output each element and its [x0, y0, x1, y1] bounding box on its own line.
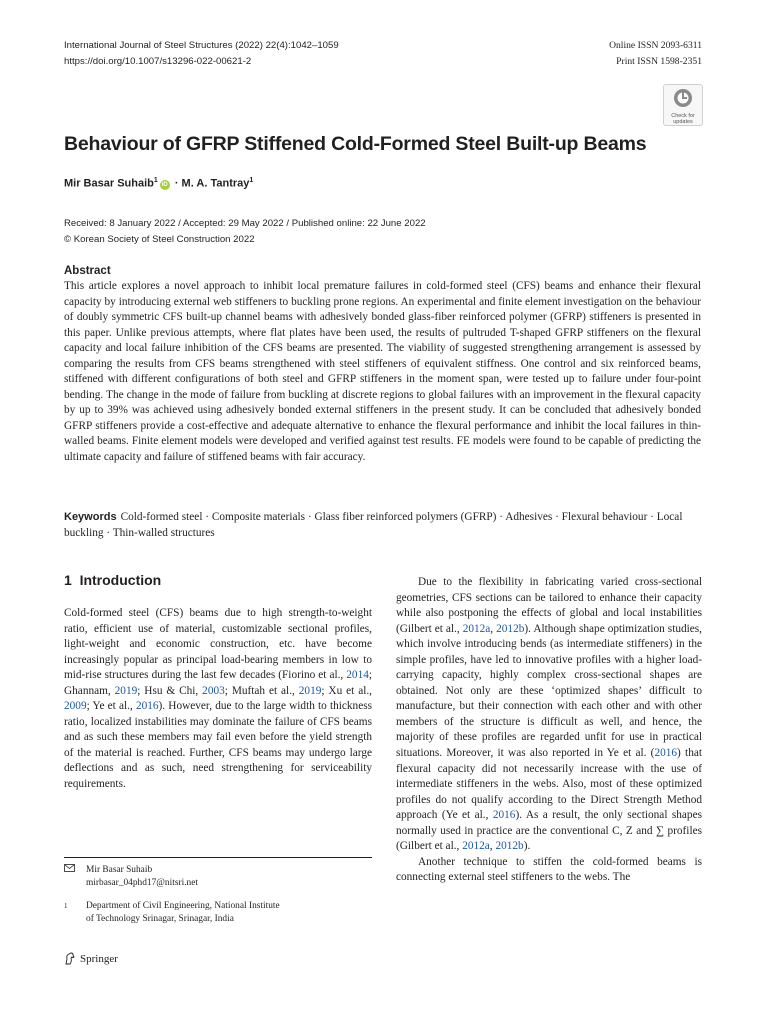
text-run: Due to the flexibility in fabricating varied cross-sectional geometries, CFS sections can be tailored to enhance their capacity while also postponing the effects of global and local instabilities (Gilbert et al.,: [396, 576, 702, 635]
received-accepted-published: Received: 8 January 2022 / Accepted: 29 May 2022 / Published online: 22 June 2022: [64, 218, 426, 229]
online-issn: Online ISSN 2093-6311: [609, 40, 702, 51]
publisher-name: Springer: [80, 952, 118, 965]
text-run: ; Ye et al.,: [86, 700, 136, 713]
footnote-divider: [64, 857, 372, 858]
text-run: ). However, due to the large width to thickness ratio, localized instabilities may dominate the failure of CFS beams and as such these members may fail even before the yield strength of the material is reached. Further, CFS beams may undergo large deflections and as such, need strengthening for serviceability requirements.: [64, 700, 373, 791]
text-run: ; Hsu & Chi,: [137, 684, 203, 697]
text-run: ; Ghannam,: [64, 669, 372, 697]
author-list: [64, 177, 253, 190]
section-number: 1: [64, 572, 72, 588]
citation-link[interactable]: 2012a: [462, 622, 491, 635]
citation-link[interactable]: 2009: [64, 700, 87, 713]
author-1-name[interactable]: Mir Basar Suhaib: [64, 177, 154, 190]
update-icon: [673, 88, 693, 108]
affiliation-number: 1: [64, 902, 68, 910]
text-run: ,: [489, 840, 496, 853]
issn-block: [609, 38, 702, 70]
check-for-updates-badge[interactable]: [663, 84, 703, 126]
author-2-affiliation: 1: [249, 177, 254, 184]
keywords-list: Cold-formed steel · Composite materials · Glass fiber reinforced polymers (GFRP) · Adhesives · Flexural behaviour · Local buckling · Thin-walled structures: [64, 511, 683, 539]
citation-link[interactable]: 2019: [298, 684, 322, 697]
intro-paragraph-1: [64, 606, 372, 793]
badge-line2: updates: [673, 119, 693, 125]
publisher-logo: [64, 952, 118, 965]
text-run: ; Xu et al.,: [321, 684, 372, 697]
footnotes: [64, 864, 372, 926]
text-run: ). As a result, the only sectional shapes normally used in practice are the conventional C, Z and ∑ profiles (Gilbert et al.,: [396, 809, 702, 853]
text-run: Cold-formed steel (CFS) beams due to high strength-to-weight ratio, efficient use of material, customizable sectional profiles, light-weight and economic construction, etc. have become increasingly popular as principal load-bearing members in low to mid-rise structures during the last few decades (Fiorino et al.,: [64, 607, 372, 682]
doi-link[interactable]: https://doi.org/10.1007/s13296-022-00621-2: [64, 56, 252, 67]
text-run: ).: [523, 840, 531, 853]
affiliation-line-1: Department of Civil Engineering, National Institute: [86, 901, 280, 911]
text-run: ) that flexural capacity did not necessarily increase with the use of intermediate stiffeners in the webs. Also, most of these optimized profiles do not qualify according to the Direct Strength Method approach (Ye et al.,: [396, 747, 702, 822]
citation-link[interactable]: 2003: [202, 684, 225, 697]
intro-paragraph-3: Another technique to stiffen the cold-formed beams is connecting external steel stiffeners to the webs. The: [396, 855, 702, 884]
citation-link[interactable]: 2016: [492, 809, 516, 822]
citation-link[interactable]: 2016: [654, 747, 678, 760]
intro-right-column: [396, 575, 702, 886]
citation-link[interactable]: 2012b: [496, 622, 525, 635]
affiliation-line-2: of Technology Srinagar, Srinagar, India: [86, 914, 234, 924]
corresponding-author: Mir Basar Suhaib: [86, 865, 153, 875]
citation-link[interactable]: 2014: [346, 669, 369, 682]
journal-citation: International Journal of Steel Structures (2022) 22(4):1042–1059: [64, 40, 339, 51]
citation-link[interactable]: 2019: [114, 684, 138, 697]
journal-header: [64, 38, 339, 70]
email-icon: [64, 864, 86, 890]
print-issn: Print ISSN 1598-2351: [616, 56, 702, 67]
text-run: ,: [490, 622, 497, 635]
intro-paragraph-2: [396, 575, 702, 855]
copyright: © Korean Society of Steel Construction 2022: [64, 234, 255, 245]
citation-link[interactable]: 2012b: [495, 840, 524, 853]
orcid-icon[interactable]: iD: [161, 181, 168, 188]
author-separator: ·: [171, 177, 182, 190]
corresponding-email[interactable]: mirbasar_04phd17@nitsri.net: [86, 878, 199, 888]
article-dates: [64, 216, 426, 248]
badge-line1: Check for: [671, 113, 695, 119]
springer-horse-icon: [64, 952, 76, 965]
abstract-text: This article explores a novel approach to inhibit local premature failures in cold-formed steel (CFS) beams and enhance their flexural capacity by introducing external web stiffeners to buckling prone regions. An experimental and finite element investigation on the behaviour of doubly symmetric CFS built-up channel beams with adhesively bonded glass-fiber reinforced polymer (GFRP) stiffeners is presented in this paper. Unlike previous attempts, where flat plates have been used, the results of pultruded T-shaped GFRP stiffeners on the flexural capacity and local failure inhibition of the CFS beams are presented. The viability of suggested strengthening arrangement is assessed by comparing the results from CFS beams strengthened with steel stiffeners of equivalent stiffness. One control and six reinforced beams, stiffened with different configurations of both steel and GFRP stiffeners in the moment span, were tested up to failure under four-point bending. The change in the mode of failure from buckling at discrete regions to global failures with an improvement in the flexural capacity by up to 39% was achieved using adhesively bonded external stiffeners in the present study. It can be concluded that adhesively bonded GFRP stiffeners provide a cost-effective and adequate alternative to enhance the flexural performance and inhibit the local failures in thin-walled beams. Finite element models were developed and verified against test results. FE models were found to be capable of predicting the ultimate capacity and failure of stiffened beams with fair accuracy.: [64, 280, 701, 464]
citation-link[interactable]: 2012a: [462, 840, 490, 853]
abstract-heading: Abstract: [64, 265, 111, 277]
article-title: Behaviour of GFRP Stiffened Cold-Formed Steel Built-up Beams: [64, 133, 647, 155]
author-1-affiliation: 1: [153, 177, 158, 184]
section-title: Introduction: [79, 572, 162, 588]
text-run: ). Although shape optimization studies, which involve introducing bends (as intermediate stiffeners) in the simple profiles, have led to innovative profiles with a higher load-carrying capacity, highly complex cross-sectional shapes are obtained. Not only are these ‘optimized shapes’ difficult to manufacture, but their connection with each other and with other members of the structure is difficult as well, and hence, the majority of these profiles are regarded unfit for use in practical situations. Moreover, it was also reported in Ye et al. (: [396, 622, 703, 760]
keywords: [64, 510, 701, 541]
section-heading: [64, 572, 161, 588]
author-2-name[interactable]: M. A. Tantray: [181, 177, 250, 190]
text-run: ; Muftah et al.,: [224, 684, 299, 697]
keywords-heading: Keywords: [64, 511, 117, 523]
citation-link[interactable]: 2016: [135, 700, 159, 713]
